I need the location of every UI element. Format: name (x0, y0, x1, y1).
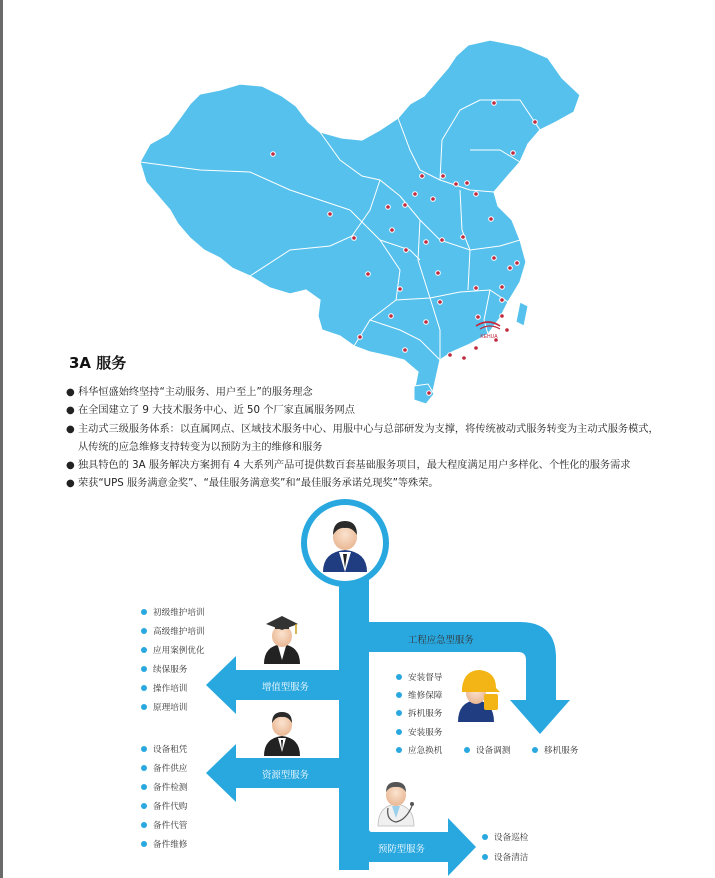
bullet-dot (396, 747, 402, 753)
bullet-dot (141, 841, 147, 847)
bullet-dot (532, 747, 538, 753)
graduate-icon (264, 616, 300, 664)
bullet-item: ● 独具特色的 3A 服务解决方案拥有 4 大系列产品可提供数百套基础服务项目，最大程度满足用户多样化、个性化的服务需求 (66, 457, 666, 475)
preventive-arrow-label: 预防型服务 (378, 844, 425, 855)
resource-person-icon (264, 712, 300, 756)
bullet-item: ● 科华恒盛始终坚持“主动服务、用户至上”的服务理念 (66, 384, 666, 402)
bullet-dot (396, 692, 402, 698)
bullet-dot (396, 674, 402, 680)
bullet-dot (141, 746, 147, 752)
bullet-dot (141, 784, 147, 790)
list-item: 备件供应 (141, 762, 187, 774)
resource-arrow-label: 资源型服务 (262, 770, 309, 781)
bullet-dot (141, 609, 147, 615)
bullet-dot (141, 803, 147, 809)
bullet-dot (141, 765, 147, 771)
bullet-dot (396, 729, 402, 735)
bullet-dot (141, 628, 147, 634)
list-item: 设备调测 (464, 744, 510, 756)
engineering-arrow-label: 工程应急型服务 (408, 635, 474, 646)
bullet-item: ● 在全国建立了 9 大技术服务中心、近 50 个厂家直属服务网点 (66, 402, 666, 420)
list-item: 维修保障 (396, 689, 442, 701)
list-item: 移机服务 (532, 744, 578, 756)
list-item: 应急换机 (396, 744, 442, 756)
svg-text:KEHUA: KEHUA (480, 334, 498, 340)
list-item: 原理培训 (141, 701, 187, 713)
value-added-arrow-label: 增值型服务 (262, 682, 309, 693)
worker-hardhat-icon (458, 670, 500, 722)
list-item: 设备清洁 (482, 851, 528, 863)
list-item: 拆机服务 (396, 707, 442, 719)
china-map-outline (140, 40, 580, 404)
doctor-icon (378, 782, 414, 826)
bullet-dot (141, 685, 147, 691)
list-item: 初级维护培训 (141, 606, 205, 618)
bullet-dot (141, 704, 147, 710)
bullet-item: ● 主动式三级服务体系：以直属网点、区域技术服务中心、用服中心与总部研发为支撑，将传统被动式服务转变为主动式服务模式，从传统的应急维修支持转变为以预防为主的维修和服务 (66, 421, 666, 458)
bullet-item: ● 荣获“UPS 服务满意金奖”、“最佳服务满意奖”和“最佳服务承诺兑现奖”等殊荣。 (66, 475, 666, 493)
list-item: 续保服务 (141, 663, 187, 675)
list-item: 设备租凭 (141, 743, 187, 755)
bullet-dot (141, 647, 147, 653)
list-item: 高级维护培训 (141, 625, 205, 637)
bullet-dot (396, 710, 402, 716)
list-item: 操作培训 (141, 682, 187, 694)
list-item: 备件代购 (141, 800, 187, 812)
taiwan-island (516, 302, 528, 326)
service-bullet-list (66, 384, 666, 494)
bullet-dot (464, 747, 470, 753)
china-map (140, 40, 580, 404)
list-item: 安装服务 (396, 726, 442, 738)
list-item: 设备巡检 (482, 831, 528, 843)
list-item: 安装督导 (396, 671, 442, 683)
bullet-dot (141, 822, 147, 828)
list-item: 备件检测 (141, 781, 187, 793)
list-item: 备件维修 (141, 838, 187, 850)
list-item: 备件代管 (141, 819, 187, 831)
list-item: 应用案例优化 (141, 644, 205, 656)
bullet-dot (482, 854, 488, 860)
bullet-dot (482, 834, 488, 840)
section-title: 3A 服务 (69, 354, 127, 372)
bullet-dot (141, 666, 147, 672)
